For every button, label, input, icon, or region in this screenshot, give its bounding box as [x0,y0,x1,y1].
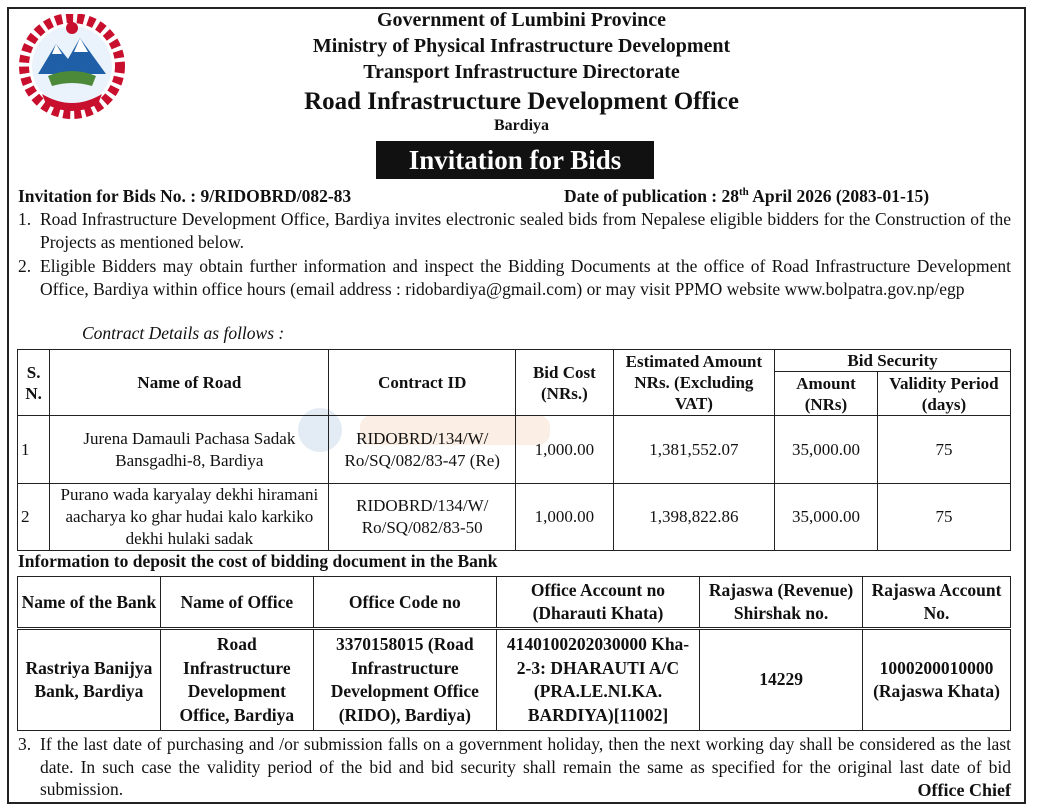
col-header-estimated: Estimated Amount NRs. (Excluding VAT) [613,350,774,416]
paragraph-3 [18,733,1011,801]
cell-estimated: 1,398,822.86 [613,484,774,551]
cell-validity: 75 [877,484,1010,551]
col-header-amount: Amount (NRs) [775,372,878,416]
bank-table [17,576,1011,731]
paragraph-1 [18,208,1011,254]
cell-contract-id: RIDOBRD/134/W/ Ro/SQ/082/83-50 [329,484,516,551]
col-header-rajaswa-account: Rajaswa Account No. [863,577,1011,629]
table-row [18,629,1011,731]
cell-validity: 75 [877,416,1010,484]
cell-bank: Rastriya Banijya Bank, Bardiya [18,629,161,731]
cell-rajaswa-account: 1000200010000 (Rajaswa Khata) [863,629,1011,731]
publication-date-rest: April 2026 (2083-01-15) [752,186,930,206]
col-header-account: Office Account no (Dharauti Khata) [496,577,699,629]
invitation-banner: Invitation for Bids [376,141,654,179]
col-header-bid-cost: Bid Cost (NRs.) [515,350,613,416]
col-header-office-code: Office Code no [313,577,496,629]
paragraph-text: If the last date of purchasing and /or submission falls on a government holiday, then the next working day shall be considered as the last date. In such case the validity period of the bid and bid security shall remain the same as specified for the original last date of bid submission. [40,734,1011,799]
paragraph-number: 3. [18,734,32,754]
cell-sn: 1 [18,416,50,484]
bank-section-title: Information to deposit the cost of bidding document in the Bank [18,551,498,571]
cell-contract-id: RIDOBRD/134/W/ Ro/SQ/082/83-47 (Re) [329,416,516,484]
paragraph-text: Road Infrastructure Development Office, Bardiya invites electronic sealed bids from Nepalese eligible bidders for the Construction of the Projects as mentioned below. [40,209,1011,252]
publication-date-suffix: th [739,186,749,199]
cell-sn: 2 [18,484,50,551]
cell-office-code: 3370158015 (Road Infrastructure Development Office (RIDO), Bardiya) [313,629,496,731]
cell-rajaswa-shirshak: 14229 [700,629,863,731]
table-row [18,484,1011,551]
col-header-bank: Name of the Bank [18,577,161,629]
cell-road: Jurena Damauli Pachasa Sadak Bansgadhi-8, Bardiya [50,416,329,484]
cell-bid-cost: 1,000.00 [515,484,613,551]
paragraph-text: Eligible Bidders may obtain further information and inspect the Bidding Documents at the office of Road Infrastructure Development Office, Bardiya within office hours (email address : ridobardiya@gmail.com) or may visit PPMO website www.bolpatra.gov.np/egp [40,256,1011,299]
col-header-contract-id: Contract ID [329,350,516,416]
col-header-validity: Validity Period (days) [877,372,1010,416]
cell-estimated: 1,381,552.07 [613,416,774,484]
paragraph-number: 1. [18,209,32,229]
col-header-rajaswa-shirshak: Rajaswa (Revenue) Shirshak no. [700,577,863,629]
publication-date [564,186,929,207]
ifb-number: Invitation for Bids No. : 9/RIDOBRD/082-83 [18,186,352,206]
cell-amount: 35,000.00 [775,416,878,484]
col-header-sn: S. N. [18,350,50,416]
publication-date-day: 28 [721,186,739,206]
table-row [18,416,1011,484]
paragraph-2 [18,255,1011,301]
directorate-line: Transport Infrastructure Directorate [363,61,680,83]
cell-amount: 35,000.00 [775,484,878,551]
paragraph-number: 2. [18,256,32,276]
office-title: Road Infrastructure Development Office [304,88,739,115]
col-header-road: Name of Road [50,350,329,416]
cell-office: Road Infrastructure Development Office, Bardiya [160,629,313,731]
col-header-office: Name of Office [160,577,313,629]
office-location: Bardiya [493,117,550,134]
ministry-line: Ministry of Physical Infrastructure Development [312,35,731,57]
cell-road: Purano wada karyalay dekhi hiramani aacharya ko ghar hudai kalo karkiko dekhi hulaki sadak [50,484,329,551]
signature-office-chief: Office Chief [917,780,1011,800]
cell-account: 4140100202030000 Kha-2-3: DHARAUTI A/C (PRA.LE.NI.KA. BARDIYA)[11002] [496,629,699,731]
contract-details-note: Contract Details as follows : [82,323,285,343]
col-header-bid-security: Bid Security [775,350,1011,372]
publication-date-label: Date of publication : [564,186,718,206]
cell-bid-cost: 1,000.00 [515,416,613,484]
contract-table [17,349,1011,551]
government-line: Government of Lumbini Province [376,9,667,31]
